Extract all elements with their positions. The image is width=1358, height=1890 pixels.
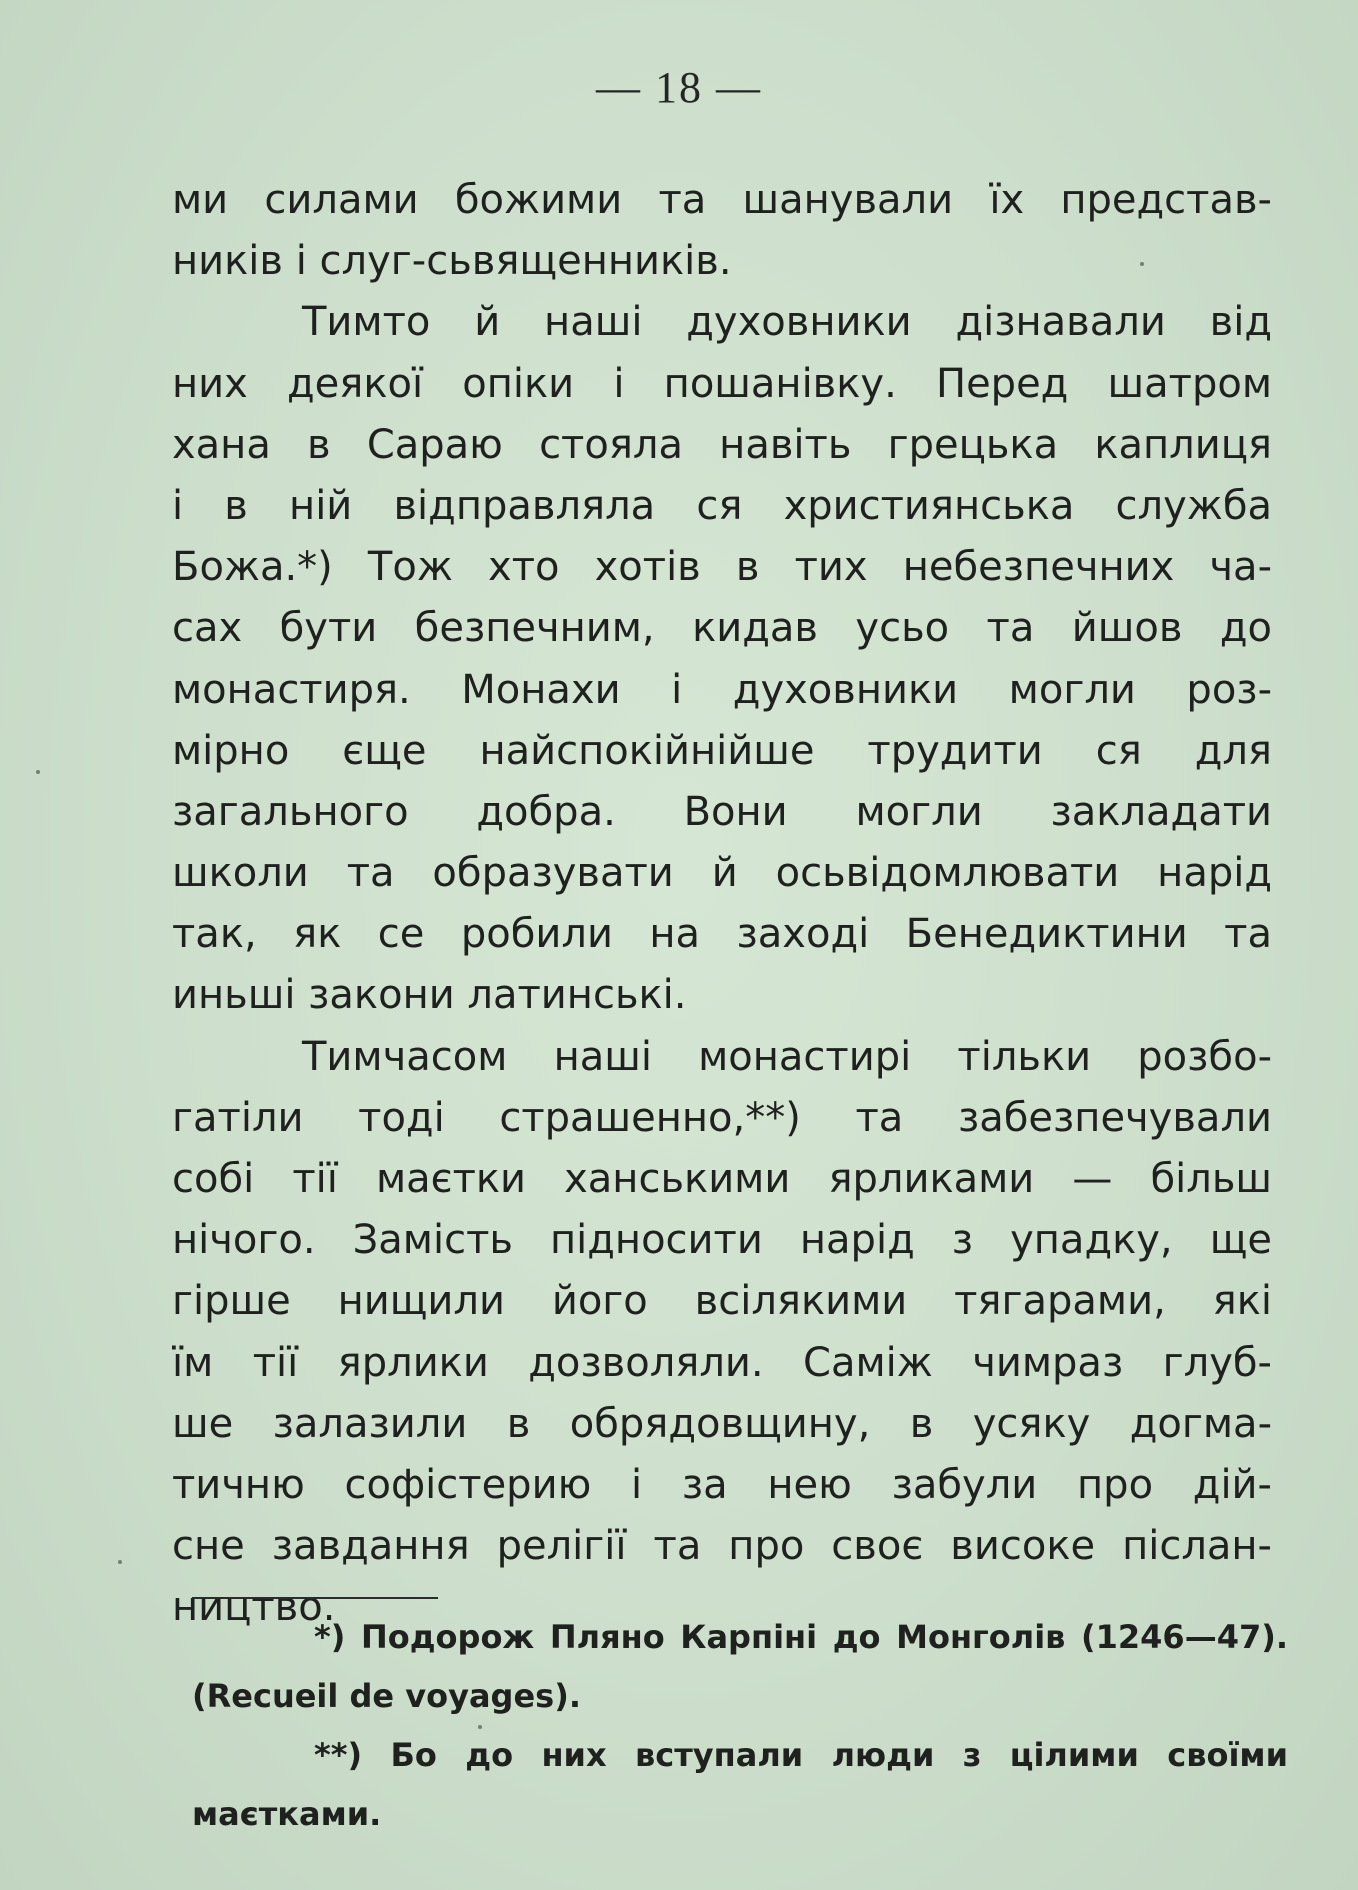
text-line: монастиря. Монахи і духовники могли роз- [172, 666, 1272, 713]
text-line: нічого. Замість підносити нарід з упадку, ще [172, 1217, 1272, 1264]
text-line: так, як се робили на заході Бенедиктини та [172, 911, 1272, 958]
text-line: їм тії ярлики дозволяли. Саміж чимраз глуб- [172, 1339, 1272, 1386]
paper-speck [118, 1560, 122, 1564]
text-line: і в ній відправляла ся християнська служба [172, 482, 1272, 529]
text-line: гатіли тоді страшенно,**) та забезпечували [172, 1094, 1272, 1141]
text-line: школи та образувати й осьвідомлювати нарід [172, 850, 1272, 897]
text-line: тичню софістерию і за нею забули про дій- [172, 1461, 1272, 1508]
body-text [172, 170, 1272, 1639]
footnotes [192, 1608, 1288, 1844]
text-line: ництво. [172, 1584, 336, 1631]
text-line: сах бути безпечним, кидав усьо та йшов до [172, 605, 1272, 652]
text-line: Тимто й наші духовники дізнавали від [302, 299, 1272, 346]
footnote-line: маєтками. [192, 1795, 382, 1833]
footnote-separator [192, 1597, 438, 1599]
text-line: ше залазили в обрядовщину, в усяку догма- [172, 1400, 1272, 1447]
text-line: мірно єще найспокійнійше трудити ся для [172, 727, 1272, 774]
text-line: ми силами божими та шанували їх представ- [172, 177, 1272, 223]
text-line: иньші закони латинські. [172, 972, 687, 1019]
text-line: них деякої опіки і пошанівку. Перед шатром [172, 360, 1272, 407]
text-line: ників і слуг-сьвященників. [172, 238, 732, 285]
text-line: сне завдання релігії та про своє високе післан- [172, 1523, 1272, 1570]
text-line: загального добра. Вони могли закладати [172, 788, 1272, 835]
text-line: Божа.*) Тож хто хотів в тих небезпечних ча- [172, 544, 1272, 591]
text-line: собі тії маєтки ханськими ярликами — більш [172, 1156, 1272, 1202]
footnote-line: *) Подорож Пляно Карпіні до Монголів (1246—47). [314, 1618, 1288, 1656]
text-line: Тимчасом наші монастирі тільки розбо- [302, 1033, 1272, 1080]
text-line: гірше нищили його всілякими тягарами, які [172, 1278, 1272, 1325]
footnote-line: (Recueil de voyages). [192, 1677, 581, 1715]
paper-speck [1140, 262, 1144, 266]
footnote-line: **) Бо до них вступали люди з цілими своїми [314, 1736, 1288, 1774]
text-line: хана в Сараю стояла навіть грецька каплиця [172, 421, 1272, 468]
page-number: — 18 — [596, 63, 762, 112]
paper-speck [36, 770, 40, 774]
paper-speck [478, 1725, 482, 1729]
